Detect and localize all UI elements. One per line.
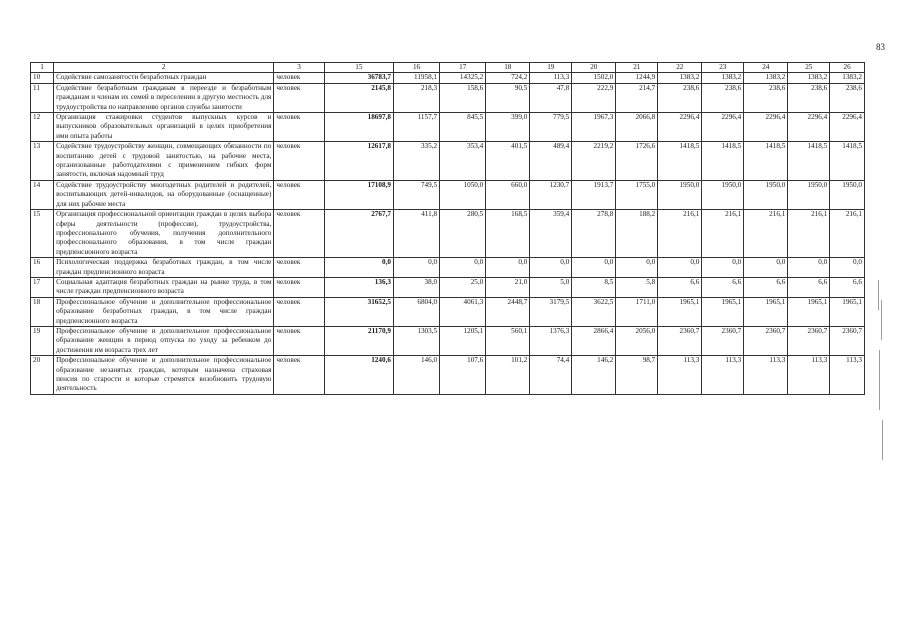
data-table	[30, 62, 865, 395]
value-cell: 2056,0	[616, 326, 658, 355]
column-number: 20	[572, 63, 616, 73]
value-cell: 101,2	[486, 356, 530, 395]
row-number: 11	[31, 83, 54, 112]
value-cell: 2866,4	[572, 326, 616, 355]
value-cell: 0,0	[393, 258, 439, 278]
value-cell: 2767,7	[324, 210, 393, 258]
value-cell: 1418,5	[658, 142, 702, 181]
value-cell: 17108,9	[324, 180, 393, 209]
value-cell: 1502,0	[572, 73, 616, 83]
value-cell: 1965,1	[744, 297, 788, 326]
value-cell: 3179,5	[530, 297, 572, 326]
value-cell: 2360,7	[702, 326, 744, 355]
unit-cell: человек	[274, 142, 324, 181]
value-cell: 1383,2	[788, 73, 830, 83]
column-number: 25	[788, 63, 830, 73]
column-number: 19	[530, 63, 572, 73]
value-cell: 0,0	[440, 258, 486, 278]
value-cell: 0,0	[486, 258, 530, 278]
column-number: 1	[31, 63, 54, 73]
column-number: 23	[702, 63, 744, 73]
value-cell: 2296,4	[658, 113, 702, 142]
value-cell: 2219,2	[572, 142, 616, 181]
value-cell: 1383,2	[744, 73, 788, 83]
value-cell: 2296,4	[830, 113, 865, 142]
value-cell: 2296,4	[788, 113, 830, 142]
row-number: 16	[31, 258, 54, 278]
value-cell: 401,5	[486, 142, 530, 181]
value-cell: 1965,1	[658, 297, 702, 326]
value-cell: 158,6	[440, 83, 486, 112]
value-cell: 90,5	[486, 83, 530, 112]
value-cell: 1950,0	[702, 180, 744, 209]
unit-cell: человек	[274, 356, 324, 395]
column-number: 24	[744, 63, 788, 73]
value-cell: 1383,2	[702, 73, 744, 83]
value-cell: 146,2	[572, 356, 616, 395]
row-number: 13	[31, 142, 54, 181]
measure-name: Профессиональное обучение и дополнительное профессиональное образование незанятых граждан, которым назначена страховая пенсия по старости и которые стремятся возобновить трудовую деятельность	[54, 356, 274, 395]
measure-name: Организация стажировки студентов выпускных курсов и выпускников образовательных организаций в целях приобретения ими опыта работы	[54, 113, 274, 142]
value-cell: 216,1	[658, 210, 702, 258]
value-cell: 2360,7	[744, 326, 788, 355]
value-cell: 1383,2	[658, 73, 702, 83]
row-number: 10	[31, 73, 54, 83]
value-cell: 1950,0	[658, 180, 702, 209]
value-cell: 31652,5	[324, 297, 393, 326]
row-number: 14	[31, 180, 54, 209]
value-cell: 214,7	[616, 83, 658, 112]
unit-cell: человек	[274, 180, 324, 209]
value-cell: 845,5	[440, 113, 486, 142]
column-number: 17	[440, 63, 486, 73]
value-cell: 6,6	[744, 277, 788, 297]
value-cell: 1418,5	[788, 142, 830, 181]
value-cell: 359,4	[530, 210, 572, 258]
value-cell: 113,3	[744, 356, 788, 395]
value-cell: 1950,0	[744, 180, 788, 209]
value-cell: 2296,4	[702, 113, 744, 142]
value-cell: 0,0	[616, 258, 658, 278]
column-number: 22	[658, 63, 702, 73]
unit-cell: человек	[274, 73, 324, 83]
table-row	[31, 210, 865, 258]
table-row	[31, 297, 865, 326]
value-cell: 113,3	[788, 356, 830, 395]
value-cell: 560,1	[486, 326, 530, 355]
value-cell: 74,4	[530, 356, 572, 395]
value-cell: 6,6	[658, 277, 702, 297]
value-cell: 113,3	[830, 356, 865, 395]
value-cell: 779,5	[530, 113, 572, 142]
measure-name: Профессиональное обучение и дополнительное профессиональное образование безработных граждан, в том числе граждан предпенсионного возраста	[54, 297, 274, 326]
unit-cell: человек	[274, 297, 324, 326]
row-number: 19	[31, 326, 54, 355]
value-cell: 1157,7	[393, 113, 439, 142]
value-cell: 399,0	[486, 113, 530, 142]
measure-name: Профессиональное обучение и дополнительное профессиональное образование женщин в период отпуска по уходу за ребенком до достижения им возраста трех лет	[54, 326, 274, 355]
measure-name: Содействие трудоустройству женщин, совмещающих обязанности по воспитанию детей с трудовой занятостью, на рабочие места, организованные работодателями с применением гибких форм занятости, включая надомный труд	[54, 142, 274, 181]
value-cell: 411,8	[393, 210, 439, 258]
table-row	[31, 277, 865, 297]
value-cell: 1967,3	[572, 113, 616, 142]
row-number: 20	[31, 356, 54, 395]
value-cell: 168,5	[486, 210, 530, 258]
value-cell: 216,1	[744, 210, 788, 258]
unit-cell: человек	[274, 277, 324, 297]
table-row	[31, 73, 865, 83]
value-cell: 8,5	[572, 277, 616, 297]
value-cell: 1376,3	[530, 326, 572, 355]
value-cell: 21170,9	[324, 326, 393, 355]
column-number: 26	[830, 63, 865, 73]
value-cell: 216,1	[788, 210, 830, 258]
value-cell: 98,7	[616, 356, 658, 395]
value-cell: 188,2	[616, 210, 658, 258]
value-cell: 218,3	[393, 83, 439, 112]
value-cell: 216,1	[830, 210, 865, 258]
value-cell: 1205,1	[440, 326, 486, 355]
value-cell: 222,9	[572, 83, 616, 112]
value-cell: 1230,7	[530, 180, 572, 209]
value-cell: 1950,0	[788, 180, 830, 209]
value-cell: 113,3	[702, 356, 744, 395]
table-row	[31, 180, 865, 209]
table-row	[31, 142, 865, 181]
value-cell: 0,0	[530, 258, 572, 278]
value-cell: 1755,0	[616, 180, 658, 209]
value-cell: 0,0	[788, 258, 830, 278]
table-row	[31, 113, 865, 142]
value-cell: 47,8	[530, 83, 572, 112]
value-cell: 113,3	[530, 73, 572, 83]
value-cell: 5,8	[616, 277, 658, 297]
row-number: 12	[31, 113, 54, 142]
value-cell: 1050,0	[440, 180, 486, 209]
value-cell: 1913,7	[572, 180, 616, 209]
value-cell: 238,6	[744, 83, 788, 112]
row-number: 18	[31, 297, 54, 326]
value-cell: 1303,5	[393, 326, 439, 355]
value-cell: 1950,0	[830, 180, 865, 209]
column-number: 15	[324, 63, 393, 73]
value-cell: 113,3	[658, 356, 702, 395]
value-cell: 2448,7	[486, 297, 530, 326]
value-cell: 3622,5	[572, 297, 616, 326]
row-number: 17	[31, 277, 54, 297]
table-row	[31, 83, 865, 112]
value-cell: 0,0	[572, 258, 616, 278]
scan-artifact	[876, 280, 898, 480]
value-cell: 21,0	[486, 277, 530, 297]
table-row	[31, 356, 865, 395]
table-row	[31, 326, 865, 355]
value-cell: 146,0	[393, 356, 439, 395]
value-cell: 136,3	[324, 277, 393, 297]
value-cell: 0,0	[324, 258, 393, 278]
value-cell: 1726,6	[616, 142, 658, 181]
value-cell: 489,4	[530, 142, 572, 181]
value-cell: 1418,5	[702, 142, 744, 181]
unit-cell: человек	[274, 113, 324, 142]
column-number: 16	[393, 63, 439, 73]
table-header-row	[31, 63, 865, 73]
value-cell: 4061,3	[440, 297, 486, 326]
value-cell: 278,8	[572, 210, 616, 258]
measure-name: Социальная адаптация безработных граждан на рынке труда, в том числе граждан предпенсионного возраста	[54, 277, 274, 297]
value-cell: 749,5	[393, 180, 439, 209]
value-cell: 1240,6	[324, 356, 393, 395]
value-cell: 216,1	[702, 210, 744, 258]
measure-name: Содействие безработным гражданам в переезде и безработным гражданам и членам их семей в переселении в другую местность для трудоустройства по направлению органов службы занятости	[54, 83, 274, 112]
value-cell: 1965,1	[830, 297, 865, 326]
value-cell: 1965,1	[702, 297, 744, 326]
value-cell: 2360,7	[830, 326, 865, 355]
value-cell: 335,2	[393, 142, 439, 181]
value-cell: 2360,7	[788, 326, 830, 355]
value-cell: 25,0	[440, 277, 486, 297]
value-cell: 2296,4	[744, 113, 788, 142]
value-cell: 0,0	[830, 258, 865, 278]
value-cell: 724,2	[486, 73, 530, 83]
unit-cell: человек	[274, 326, 324, 355]
value-cell: 14325,2	[440, 73, 486, 83]
value-cell: 0,0	[658, 258, 702, 278]
value-cell: 5,0	[530, 277, 572, 297]
value-cell: 238,6	[702, 83, 744, 112]
value-cell: 1965,1	[788, 297, 830, 326]
value-cell: 1418,5	[830, 142, 865, 181]
value-cell: 36783,7	[324, 73, 393, 83]
value-cell: 6,6	[788, 277, 830, 297]
measure-name: Организация профессиональной ориентации граждан в целях выбора сферы деятельности (профессии), трудоустройства, профессионального обучения, получения дополнительного профессионального образования, в том числе граждан предпенсионного возраста	[54, 210, 274, 258]
value-cell: 6804,0	[393, 297, 439, 326]
column-number: 2	[54, 63, 274, 73]
column-number: 18	[486, 63, 530, 73]
value-cell: 280,5	[440, 210, 486, 258]
row-number: 15	[31, 210, 54, 258]
value-cell: 107,6	[440, 356, 486, 395]
unit-cell: человек	[274, 258, 324, 278]
value-cell: 1711,0	[616, 297, 658, 326]
value-cell: 660,0	[486, 180, 530, 209]
value-cell: 2360,7	[658, 326, 702, 355]
value-cell: 1418,5	[744, 142, 788, 181]
value-cell: 2145,8	[324, 83, 393, 112]
value-cell: 11958,1	[393, 73, 439, 83]
value-cell: 38,0	[393, 277, 439, 297]
value-cell: 0,0	[744, 258, 788, 278]
value-cell: 18697,8	[324, 113, 393, 142]
page-number: 83	[876, 42, 885, 52]
unit-cell: человек	[274, 83, 324, 112]
value-cell: 1244,9	[616, 73, 658, 83]
value-cell: 12617,8	[324, 142, 393, 181]
value-cell: 238,6	[658, 83, 702, 112]
unit-cell: человек	[274, 210, 324, 258]
value-cell: 238,6	[830, 83, 865, 112]
measure-name: Содействие трудоустройству многодетных родителей и родителей, воспитывающих детей-инвалидов, на оборудованные (оснащенные) для них рабочие места	[54, 180, 274, 209]
table-row	[31, 258, 865, 278]
column-number: 3	[274, 63, 324, 73]
value-cell: 2066,8	[616, 113, 658, 142]
value-cell: 238,6	[788, 83, 830, 112]
value-cell: 0,0	[702, 258, 744, 278]
value-cell: 6,6	[702, 277, 744, 297]
value-cell: 6,6	[830, 277, 865, 297]
value-cell: 1383,2	[830, 73, 865, 83]
column-number: 21	[616, 63, 658, 73]
measure-name: Содействие самозанятости безработных граждан	[54, 73, 274, 83]
value-cell: 353,4	[440, 142, 486, 181]
measure-name: Психологическая поддержка безработных граждан, в том числе граждан предпенсионного возраста	[54, 258, 274, 278]
